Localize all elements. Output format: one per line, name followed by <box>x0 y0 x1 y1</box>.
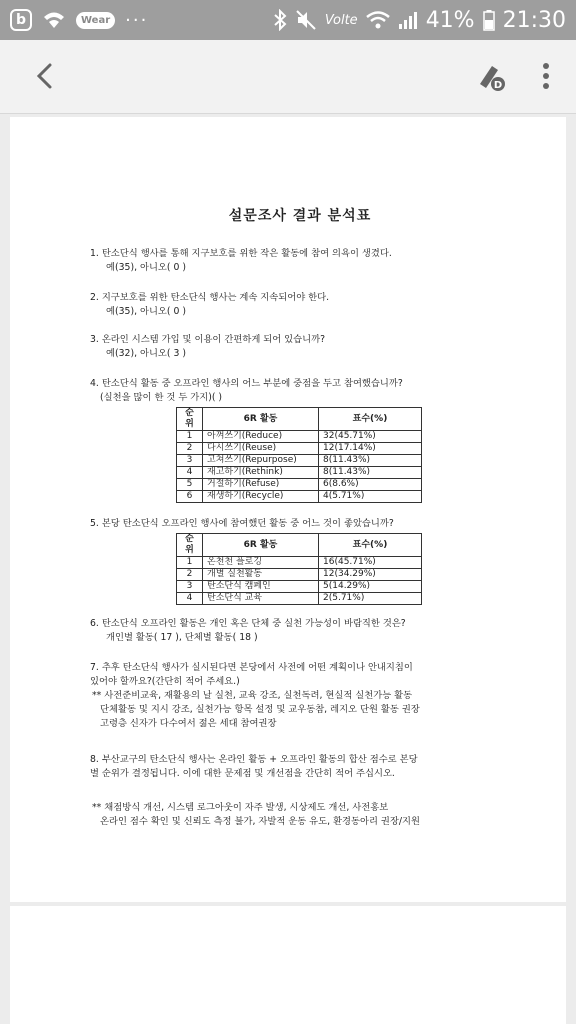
response-note: 단체활동 및 지시 강조, 실천가능 항목 설정 및 교우동참, 레지오 단원 활동 권장 <box>100 704 420 715</box>
wear-icon: Wear <box>76 12 115 29</box>
answer-text: 예(32), 아니오( 3 ) <box>106 348 186 359</box>
answer-text: 개인별 활동( 17 ), 단체별 활동( 18 ) <box>106 632 258 643</box>
table-cell: 2 <box>177 443 203 455</box>
bixby-icon: b <box>10 9 32 31</box>
answer-text: 예(35), 아니오( 0 ) <box>106 262 186 273</box>
question-1 <box>90 247 510 275</box>
question-subtext: (실천을 많이 한 것 두 가지)( ) <box>100 392 223 403</box>
table-cell: 5(14.29%) <box>319 581 422 593</box>
response-note: 고령층 신자가 다수여서 젊은 세대 참여권장 <box>100 718 277 729</box>
question-2 <box>90 291 510 319</box>
table-cell: 3 <box>177 581 203 593</box>
table-cell: 8(11.43%) <box>319 455 422 467</box>
table-row <box>177 569 422 581</box>
table-cell: 2 <box>177 569 203 581</box>
back-button[interactable] <box>28 58 64 94</box>
signal-icon <box>398 10 418 30</box>
table-cell: 아껴쓰기(Reduce) <box>203 431 319 443</box>
results-table-6r <box>176 407 422 503</box>
question-text: 8. 부산교구의 탄소단식 행사는 온라인 활동 + 오프라인 활동의 합산 점수로 본당 <box>90 754 418 765</box>
mute-icon <box>295 9 317 31</box>
question-8-notes <box>90 801 510 829</box>
more-options-button[interactable] <box>534 58 558 94</box>
table-row <box>177 557 422 569</box>
app-toolbar <box>0 40 576 114</box>
battery-icon <box>483 9 495 31</box>
clock: 21:30 <box>502 7 566 33</box>
battery-percent: 41% <box>425 7 475 33</box>
column-header: 표수(%) <box>319 408 422 431</box>
table-cell: 4 <box>177 593 203 605</box>
question-text: 4. 탄소단식 활동 중 오프라인 행사의 어느 부분에 중점을 두고 참여했습니까? <box>90 378 403 389</box>
question-text: 별 순위가 결정됩니다. 이에 대한 문제점 및 개선점을 간단히 적어 주십시오. <box>90 768 395 779</box>
table-cell: 8(11.43%) <box>319 467 422 479</box>
question-text: 2. 지구보호를 위한 탄소단식 행사는 계속 지속되어야 한다. <box>90 292 330 303</box>
table-cell: 고쳐쓰기(Repurpose) <box>203 455 319 467</box>
table-row <box>177 479 422 491</box>
table-cell: 1 <box>177 431 203 443</box>
vertical-dots-icon <box>534 58 558 94</box>
more-notifications-icon: ··· <box>125 9 149 31</box>
question-text: 6. 탄소단식 오프라인 활동은 개인 혹은 단체 중 실천 가능성이 바람직한 것은? <box>90 618 406 629</box>
table-cell: 12(17.14%) <box>319 443 422 455</box>
document-title: 설문조사 결과 분석표 <box>228 208 372 224</box>
table-cell: 16(45.71%) <box>319 557 422 569</box>
question-7 <box>90 661 510 731</box>
column-header: 표수(%) <box>319 534 422 557</box>
question-text: 5. 본당 탄소단식 오프라인 행사에 참여했던 활동 중 어느 것이 좋았습니까? <box>90 518 394 529</box>
table-cell: 4(5.71%) <box>319 491 422 503</box>
table-cell: 재고하기(Rethink) <box>203 467 319 479</box>
question-text: 3. 온라인 시스템 가입 및 이용이 간편하게 되어 있습니까? <box>90 334 326 345</box>
table-cell: 3 <box>177 455 203 467</box>
table-cell: 개별 실천활동 <box>203 569 319 581</box>
table-cell: 5 <box>177 479 203 491</box>
question-5 <box>90 517 510 531</box>
table-row <box>177 467 422 479</box>
question-text: 있어야 할까요?(간단히 적어 주세요.) <box>90 676 240 687</box>
table-row <box>177 491 422 503</box>
column-header: 순위 <box>177 408 203 431</box>
chevron-left-icon <box>28 58 64 94</box>
question-text: 7. 추후 탄소단식 행사가 실시된다면 본당에서 사전에 어떤 계획이나 안내지침이 <box>90 662 413 673</box>
status-bar <box>0 0 576 40</box>
results-table-activities <box>176 533 422 605</box>
draw-button[interactable] <box>474 58 508 94</box>
question-8 <box>90 753 510 781</box>
question-3 <box>90 333 510 361</box>
table-row <box>177 593 422 605</box>
question-6 <box>90 617 510 645</box>
response-note: ** 채점방식 개선, 시스템 로그아웃이 자주 발생, 시상제도 개선, 사전홍보 <box>92 802 389 813</box>
table-row <box>177 431 422 443</box>
volte-icon: Volte <box>324 12 358 28</box>
table-row <box>177 581 422 593</box>
table-cell: 4 <box>177 467 203 479</box>
document-next-page <box>10 906 566 1024</box>
table-cell: 온천천 플로깅 <box>203 557 319 569</box>
status-left <box>10 9 148 31</box>
column-header: 순위 <box>177 534 203 557</box>
table-row <box>177 455 422 467</box>
wifi-icon <box>366 10 390 30</box>
table-cell: 거절하기(Refuse) <box>203 479 319 491</box>
table-cell: 12(34.29%) <box>319 569 422 581</box>
question-4 <box>90 377 510 405</box>
response-note: 온라인 점수 확인 및 신뢰도 측정 불가, 자발적 운동 유도, 환경동아리 권장/지원 <box>100 816 420 827</box>
table-cell: 재생하기(Recycle) <box>203 491 319 503</box>
table-cell: 2(5.71%) <box>319 593 422 605</box>
response-note: ** 사전준비교육, 재활용의 날 실천, 교육 강조, 실천독려, 현실적 실천가능 활동 <box>92 690 413 701</box>
wifi-calling-icon <box>42 10 66 30</box>
table-cell: 1 <box>177 557 203 569</box>
table-header-row <box>177 408 422 431</box>
status-right <box>273 8 566 33</box>
table-cell: 6 <box>177 491 203 503</box>
table-header-row <box>177 534 422 557</box>
draw-pen-icon <box>474 58 508 94</box>
table-cell: 탄소단식 교육 <box>203 593 319 605</box>
question-text: 1. 탄소단식 행사를 통해 지구보호를 위한 작은 활동에 참여 의욕이 생겼다. <box>90 248 392 259</box>
bluetooth-icon <box>273 9 287 31</box>
table-cell: 32(45.71%) <box>319 431 422 443</box>
table-row <box>177 443 422 455</box>
table-cell: 다시쓰기(Reuse) <box>203 443 319 455</box>
column-header: 6R 활동 <box>203 534 319 557</box>
svg-text:D: D <box>493 80 503 91</box>
column-header: 6R 활동 <box>203 408 319 431</box>
table-cell: 탄소단식 캠페인 <box>203 581 319 593</box>
table-cell: 6(8.6%) <box>319 479 422 491</box>
answer-text: 예(35), 아니오( 0 ) <box>106 306 186 317</box>
document-page <box>10 117 566 902</box>
